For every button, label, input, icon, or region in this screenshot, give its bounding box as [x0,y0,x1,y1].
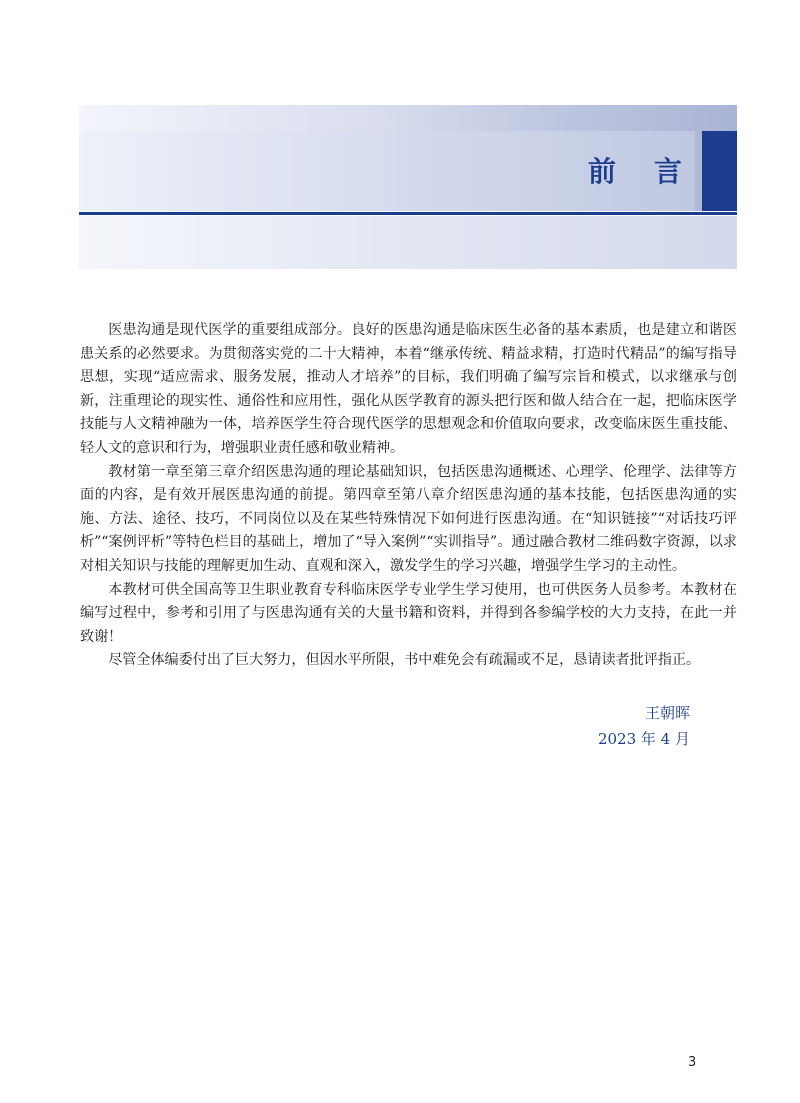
paragraph-3: 本教材可供全国高等卫生职业教育专科临床医学专业学生学习使用，也可供医务人员参考。本教材在编写过程中，参考和引用了与医患沟通有关的大量书籍和资料，并得到各参编学校的大力支持，在此一并致谢！ [80,581,737,645]
preface-body [80,319,737,673]
paragraph-2: 教材第一章至第三章介绍医患沟通的理论基础知识，包括医患沟通概述、心理学、伦理学、法律等方面的内容，是有效开展医患沟通的前提。第四章至第八章介绍医患沟通的基本技能，包括医患沟通的实施、方法、途径、技巧，不同岗位以及在某些特殊情况下如何进行医患沟通。在“知识链接”“对话技巧评析”“案例评析”等特色栏目的基础上，增加了“导入案例”“实训指导”。通过融合教材二维码数字资源，以求对相关知识与技能的理解更加生动、直观和深入，激发学生的学习兴趣，增强学生学习的主动性。 [80,463,737,574]
page-title: 前言 [587,155,720,188]
header-banner-lower [79,216,737,269]
page-number: 3 [688,1055,697,1070]
header-divider-line [79,212,737,215]
signature-block [598,700,690,752]
paragraph-4: 尽管全体编委付出了巨大努力，但因水平所限，书中难免会有疏漏或不足，恳请读者批评指正。 [108,652,701,669]
author-name: 王朝晖 [644,704,690,722]
paragraph-1: 医患沟通是现代医学的重要组成部分。良好的医患沟通是临床医生必备的基本素质，也是建立和谐医患关系的必然要求。为贯彻落实党的二十大精神，本着“继承传统、精益求精，打造时代精品”的编写指导思想，实现“适应需求、服务发展，推动人才培养”的目标，我们明确了编写宗旨和模式，以求继承与创新，注重理论的现实性、通俗性和应用性，强化从医学教育的源头把行医和做人结合在一起，把临床医学技能与人文精神融为一体，培养医学生符合现代医学的思想观念和价值取向要求，改变临床医生重技能、轻人文的意识和行为，增强职业责任感和敬业精神。 [80,322,737,456]
signature-date: 2023 年 4 月 [597,730,690,748]
